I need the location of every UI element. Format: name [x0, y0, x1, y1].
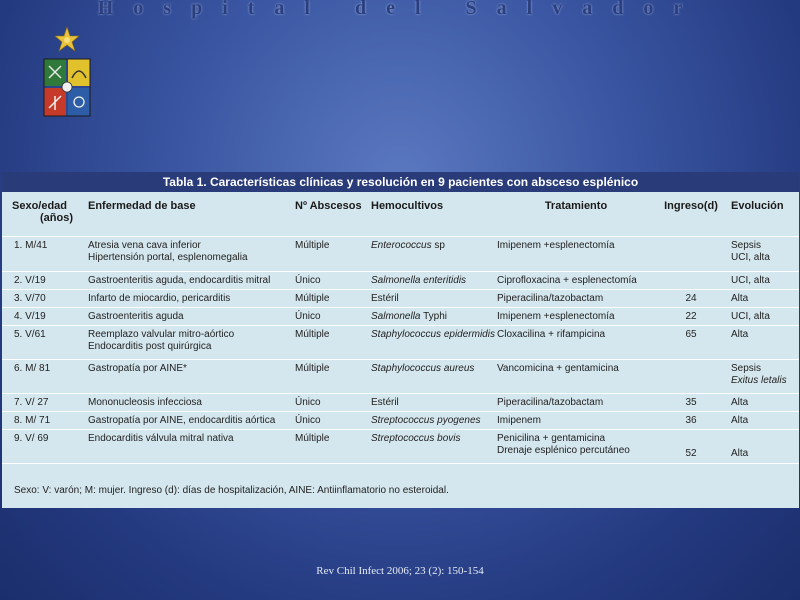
table-title: Tabla 1. Características clínicas y resolución en 9 pacientes con absceso esplénico: [2, 172, 799, 192]
header-outcome: Evolución: [731, 200, 784, 212]
cell-admission: [655, 237, 727, 271]
cell-abscesses: Único: [295, 415, 321, 426]
table-row: [2, 411, 799, 429]
cell-treatment: Piperacilina/tazobactam: [497, 293, 604, 304]
cell-outcome: Alta: [731, 293, 749, 304]
cell-disease: Gastropatía por AINE*: [88, 363, 187, 374]
cell-admission: 22: [685, 311, 697, 322]
table-row: [2, 307, 799, 325]
footnote-divider: [2, 463, 799, 464]
cell-sex-age: 2. V/19: [14, 275, 46, 286]
hospital-title: Hospital del Salvador: [97, 0, 703, 19]
cell-treatment: Ciprofloxacina + esplenectomía: [497, 275, 637, 286]
cell-disease: Infarto de miocardio, pericarditis: [88, 293, 231, 304]
cell-blood-culture: Staphylococcus aureus: [371, 363, 475, 374]
cell-blood-culture: Streptococcus bovis: [371, 433, 461, 444]
cell-sex-age: 3. V/70: [14, 293, 46, 304]
cell-blood-culture: Salmonella enteritidis: [371, 275, 467, 286]
table-row: [2, 325, 799, 359]
header-abscesses: Nº Abscesos: [295, 200, 362, 212]
cell-disease: Atresia vena cava inferior Hipertensión portal, esplenomegalia: [88, 240, 248, 263]
table-row: [2, 236, 799, 271]
cell-blood-culture: Salmonella Typhi: [371, 311, 447, 322]
cell-sex-age: 5. V/61: [14, 329, 46, 340]
cell-admission: [655, 360, 727, 393]
cell-abscesses: Único: [295, 397, 321, 408]
cell-abscesses: Único: [295, 311, 321, 322]
cell-admission: 36: [685, 415, 697, 426]
cell-outcome: Alta: [731, 329, 749, 340]
cell-abscesses: Múltiple: [295, 363, 330, 374]
cell-outcome: Alta: [731, 415, 749, 426]
cell-disease: Endocarditis válvula mitral nativa: [88, 433, 234, 444]
cell-outcome: Alta: [731, 397, 749, 408]
cell-blood-culture: Estéril: [371, 397, 399, 408]
table-body: [2, 236, 799, 463]
cell-treatment: Imipenem +esplenectomía: [497, 240, 615, 251]
cell-admission: 24: [685, 293, 697, 304]
cell-treatment: Cloxacilina + rifampicina: [497, 329, 606, 340]
cell-abscesses: Múltiple: [295, 329, 330, 340]
cell-disease: Gastropatía por AINE, endocarditis aórtica: [88, 415, 276, 426]
cell-treatment: Imipenem +esplenectomía: [497, 311, 615, 322]
header-blood-cultures: Hemocultivos: [371, 200, 444, 212]
cell-abscesses: Múltiple: [295, 433, 330, 444]
table-header-row: [2, 192, 799, 236]
cell-blood-culture: Estéril: [371, 293, 399, 304]
cell-outcome: Alta: [731, 448, 749, 459]
cell-sex-age: 7. V/ 27: [14, 397, 49, 408]
table-row: [2, 393, 799, 411]
header-treatment: Tratamiento: [544, 200, 608, 212]
cell-sex-age: 1. M/41: [14, 240, 48, 251]
cell-disease: Mononucleosis infecciosa: [88, 397, 202, 408]
cell-outcome: Sepsis UCI, alta: [731, 240, 770, 263]
cell-sex-age: 9. V/ 69: [14, 433, 49, 444]
cell-treatment: Penicilina + gentamicina Drenaje esplénico percutáneo: [497, 433, 630, 456]
cell-abscesses: Múltiple: [295, 240, 330, 251]
table-row: [2, 289, 799, 307]
cell-treatment: Imipenem: [497, 415, 541, 426]
cell-blood-culture: Streptococcus pyogenes: [371, 415, 481, 426]
cell-sex-age: 4. V/19: [14, 311, 46, 322]
citation: Rev Chil Infect 2006; 23 (2): 150-154: [316, 565, 484, 577]
university-shield-logo: [38, 26, 96, 122]
cell-admission: 65: [685, 329, 697, 340]
header-disease: Enfermedad de base: [88, 200, 196, 212]
cell-outcome: UCI, alta: [731, 275, 770, 286]
header-admission: Ingreso(d): [664, 200, 718, 212]
cell-disease: Gastroenteritis aguda, endocarditis mitral: [88, 275, 271, 286]
table-panel: [2, 172, 799, 508]
cell-outcome: UCI, alta: [731, 311, 770, 322]
cell-blood-culture: Enterococcus sp: [371, 240, 445, 251]
cell-outcome: Sepsis Exitus letalis: [731, 363, 787, 386]
cell-treatment: Vancomicina + gentamicina: [497, 363, 619, 374]
cell-disease: Gastroenteritis aguda: [88, 311, 184, 322]
cell-disease: Reemplazo valvular mitro-aórtico Endocarditis post quirúrgica: [88, 329, 235, 352]
cell-admission: [655, 272, 727, 289]
cell-blood-culture: Staphylococcus epidermidis: [371, 329, 495, 340]
cell-abscesses: Múltiple: [295, 293, 330, 304]
table-row: [2, 359, 799, 393]
cell-abscesses: Único: [295, 275, 321, 286]
table-footnote: Sexo: V: varón; M: mujer. Ingreso (d): días de hospitalización, AINE: Antiinflamatorio no esteroidal.: [14, 485, 449, 496]
cell-sex-age: 8. M/ 71: [14, 415, 51, 426]
table-row: [2, 271, 799, 289]
table-row: [2, 429, 799, 463]
cell-treatment: Piperacilina/tazobactam: [497, 397, 604, 408]
cell-sex-age: 6. M/ 81: [14, 363, 51, 374]
header-sex-age: Sexo/edad (años): [12, 200, 73, 224]
cell-admission: 35: [685, 397, 697, 408]
cell-admission: 52: [685, 448, 697, 459]
